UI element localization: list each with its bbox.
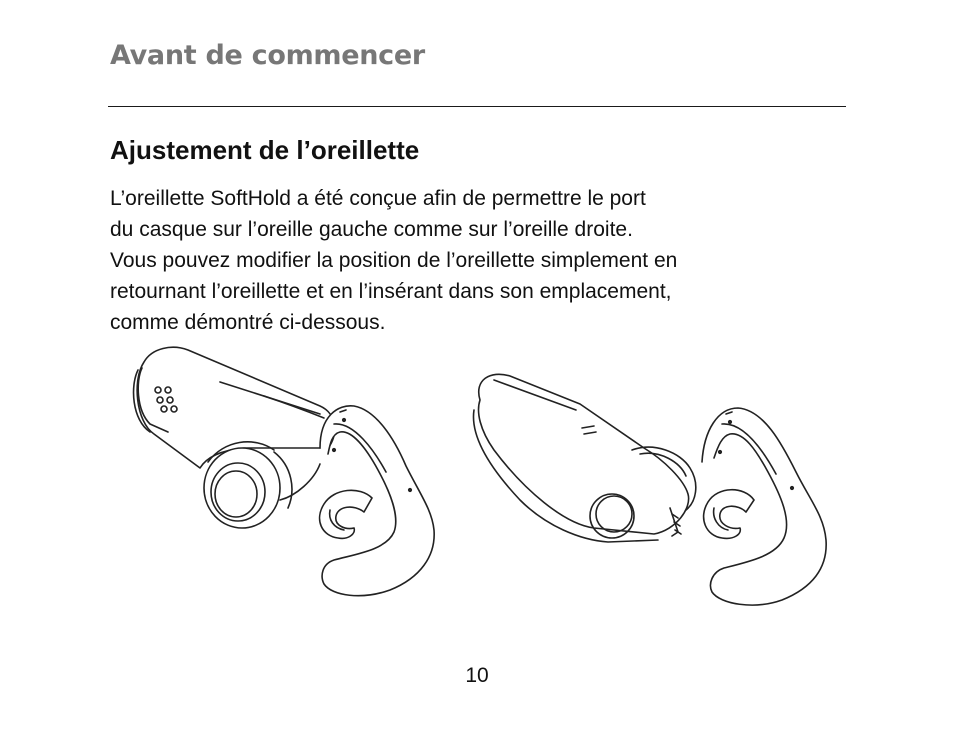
paragraph-line: du casque sur l’oreille gauche comme sur l’oreille droite. — [110, 218, 633, 241]
paragraph-line: retournant l’oreillette et en l’insérant dans son emplacement, — [110, 280, 672, 303]
page-heading: Ajustement de l’oreillette — [110, 135, 420, 165]
header-divider — [108, 106, 846, 107]
headset-right-ear-icon — [473, 374, 826, 605]
headset-left-ear-icon — [134, 347, 435, 595]
paragraph-line: comme démontré ci-dessous. — [110, 311, 386, 334]
headset-illustration — [124, 340, 844, 630]
body-paragraph — [110, 183, 840, 338]
section-title: Avant de commencer — [110, 40, 425, 71]
paragraph-line: Vous pouvez modifier la position de l’oreillette simplement en — [110, 249, 678, 272]
paragraph-line: L’oreillette SoftHold a été conçue afin de permettre le port — [110, 187, 646, 210]
page-number: 10 — [465, 664, 489, 687]
